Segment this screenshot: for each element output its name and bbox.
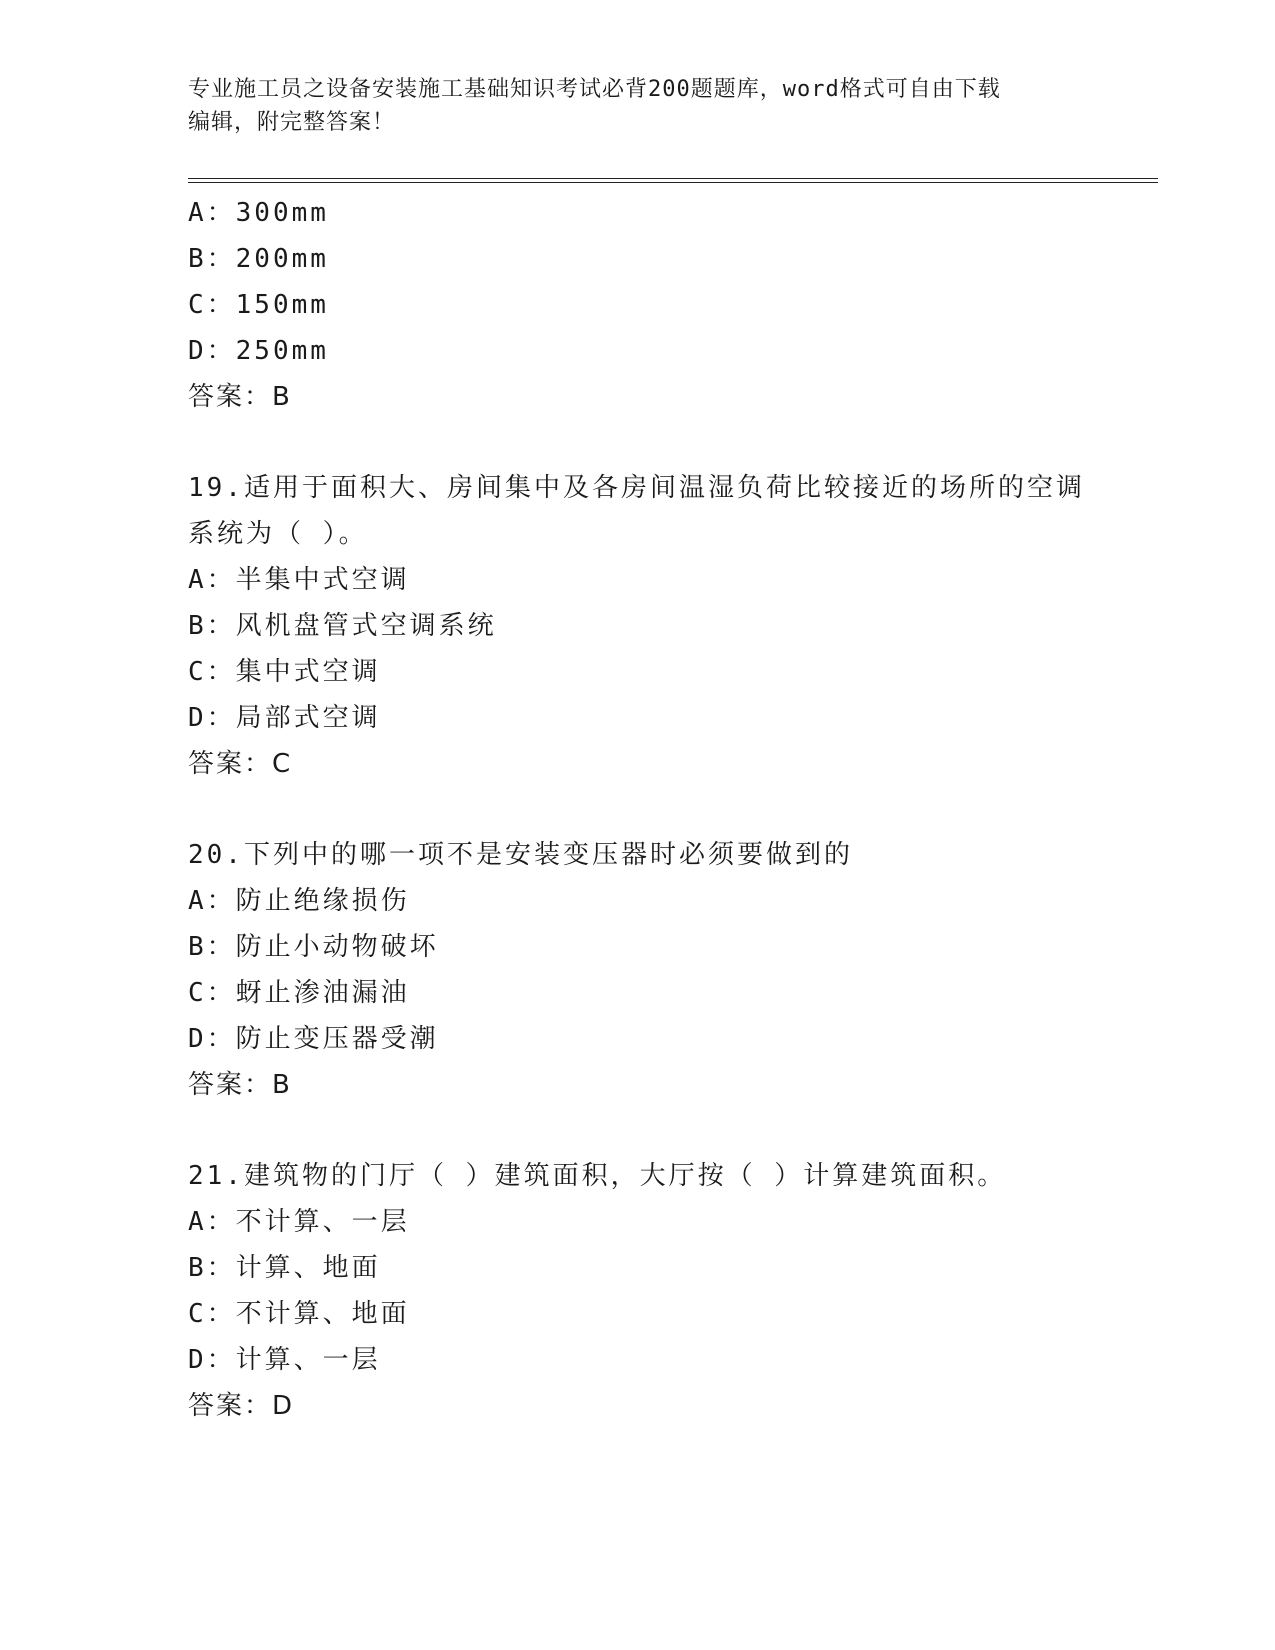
answer-line: 答案：B: [188, 1070, 292, 1100]
option-d: D：防止变压器受潮: [188, 1024, 439, 1054]
question-list: [188, 190, 1148, 1429]
option-a: A：300mm: [188, 198, 329, 228]
option-a: A：不计算、一层: [188, 1207, 410, 1237]
document-header: [188, 73, 1088, 139]
question-19: [188, 465, 1148, 787]
option-c: C：集中式空调: [188, 657, 381, 687]
option-d: D：250mm: [188, 336, 329, 366]
answer-line: 答案：B: [188, 382, 292, 412]
header-line-1: 专业施工员之设备安装施工基础知识考试必背200题题库，word格式可自由下载: [188, 77, 1001, 102]
option-a: A：防止绝缘损伤: [188, 886, 410, 916]
option-b: B：防止小动物破坏: [188, 932, 439, 962]
question-text-line-1: 19.适用于面积大、房间集中及各房间温湿负荷比较接近的场所的空调: [188, 473, 1085, 503]
answer-line: 答案：C: [188, 749, 293, 779]
option-a: A：半集中式空调: [188, 565, 410, 595]
option-b: B：风机盘管式空调系统: [188, 611, 497, 641]
option-b: B：计算、地面: [188, 1253, 381, 1283]
option-b: B：200mm: [188, 244, 329, 274]
question-text-line-1: 21.建筑物的门厅（ ）建筑面积，大厅按（ ）计算建筑面积。: [188, 1161, 1007, 1191]
question-18-continued: [188, 190, 1148, 420]
option-d: D：计算、一层: [188, 1345, 381, 1375]
answer-line: 答案：D: [188, 1391, 295, 1421]
question-21: [188, 1153, 1148, 1429]
question-20: [188, 832, 1148, 1108]
option-c: C：蚜止渗油漏油: [188, 978, 410, 1008]
question-text-line-1: 20.下列中的哪一项不是安装变压器时必须要做到的: [188, 840, 853, 870]
header-divider-bottom: [188, 182, 1158, 183]
option-c: C：不计算、地面: [188, 1299, 410, 1329]
option-c: C：150mm: [188, 290, 329, 320]
header-divider-top: [188, 178, 1158, 179]
header-line-2: 编辑，附完整答案！: [188, 110, 396, 135]
option-d: D：局部式空调: [188, 703, 381, 733]
question-text-line-2: 系统为（ ）。: [188, 519, 368, 549]
